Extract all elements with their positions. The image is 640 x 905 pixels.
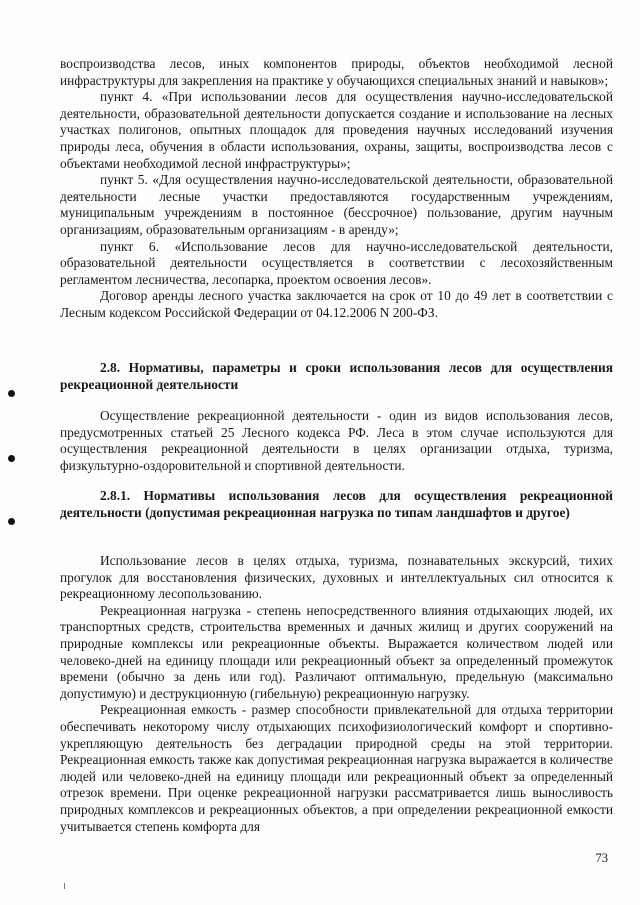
paragraph-recreation-intro: Осуществление рекреационной деятельности - один из видов использования лесов, предусмотренных статьей 25 Лесного кодекса РФ. Леса в этом случае используются для осуществления рекреационной деятельности в целях организации отдыха, туризма, физкультурно-оздоровительной и спортивной деятельности. bbox=[60, 408, 613, 473]
punch-hole-mark bbox=[8, 518, 15, 525]
section-heading-2-8-1: 2.8.1. Нормативы использования лесов для осуществления рекреационной деятельности (допустимая рекреационная нагрузка по типам ландшафтов и другое) bbox=[60, 488, 613, 520]
paragraph-continuation: воспроизводства лесов, иных компонентов природы, объектов необходимой лесной инфраструктуры для закрепления на практике у обучающихся специальных знаний и навыков»; bbox=[60, 56, 613, 88]
punch-hole-mark bbox=[8, 390, 15, 397]
paragraph-point-4: пункт 4. «При использовании лесов для осуществления научно-исследовательской деятельности, образовательной деятельности допускается создание и использование на лесных участках полигонов, опытных площадок для проведения научных исследований изучения природы леса, обучения в области использования, охраны, защиты, воспроизводства лесов с объектами необходимой лесной инфраструктуры»; bbox=[60, 89, 613, 171]
paragraph-lease-term: Договор аренды лесного участка заключается на срок от 10 до 49 лет в соответствии с Лесным кодексом Российской Федерации от 04.12.2006 N 200-ФЗ. bbox=[60, 288, 613, 320]
scan-tick-mark bbox=[64, 883, 65, 889]
section-heading-2-8: 2.8. Нормативы, параметры и сроки использования лесов для осуществления рекреационной деятельности bbox=[60, 360, 613, 392]
top-text-block bbox=[60, 56, 613, 322]
paragraph-point-6: пункт 6. «Использование лесов для научно-исследовательской деятельности, образовательной деятельности осуществляется в соответствии с лесохозяйственным регламентом лесничества, лесопарка, проектом освоения лесов». bbox=[60, 238, 613, 287]
punch-hole-mark bbox=[8, 455, 15, 462]
paragraph-recreational-load: Рекреационная нагрузка - степень непосредственного влияния отдыхающих людей, их транспортных средств, строительства временных и дачных жилищ и других сооружений на природные комплексы или рекреационные объекты. Выражается количеством людей или человеко-дней на единицу площади или рекреационный объект за определенный промежуток времени (обычно за день или год). Различают оптимальную, предельную (максимально допустимую) и деструкционную (гибельную) рекреационную нагрузку. bbox=[60, 602, 613, 701]
paragraph-recreational-capacity: Рекреационная емкость - размер способности привлекательной для отдыха территории обеспечивать некоторому числу отдыхающих психофизиологический комфорт и спортивно-укрепляющую деятельность без деградации природной среды на этой территории. Рекреационная емкость также как допустимая рекреационная нагрузка выражается в количестве людей или человеко-дней на единицу площади или рекреационный объект за определенный отрезок времени. При оценке рекреационной нагрузки рассматривается лишь выносливость природных комплексов и рекреационных объектов, а при определении рекреационной емкости учитывается степень комфорта для bbox=[60, 702, 613, 834]
bottom-text-block bbox=[60, 553, 613, 835]
paragraph-point-5: пункт 5. «Для осуществления научно-исследовательской деятельности, образовательной деятельности лесные участки предоставляются государственным учреждениям, муниципальным учреждениям в постоянное (бессрочное) пользование, другим научным организациям, образовательным организациям - в аренду»; bbox=[60, 172, 613, 237]
paragraph-recreational-use: Использование лесов в целях отдыха, туризма, познавательных экскурсий, тихих прогулок для восстановления физических, духовных и интеллектуальных сил относится к рекреационному лесопользованию. bbox=[60, 553, 613, 602]
section-2-8-text bbox=[60, 408, 613, 474]
page-number: 73 bbox=[595, 851, 608, 865]
